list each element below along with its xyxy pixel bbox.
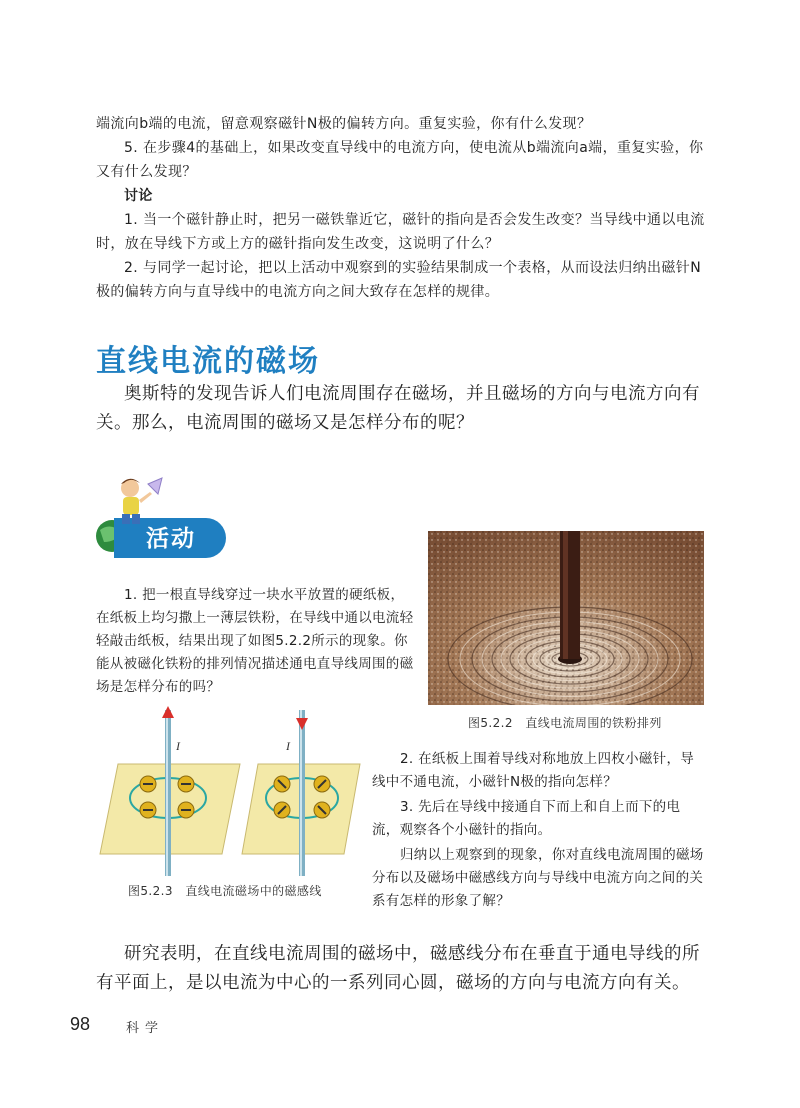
down-arrow-icon <box>296 718 308 730</box>
iron-filings-photo <box>428 531 704 705</box>
conclusion: 研究表明，在直线电流周围的磁场中，磁感线分布在垂直于通电导线的所有平面上，是以电流为中心的一系列同心圆，磁场的方向与电流方向有关。 <box>96 944 700 993</box>
intro-line: 端流向b端的电流，留意观察磁针N极的偏转方向。重复实验，你有什么发现？ <box>96 116 592 132</box>
step-5: 5. 在步骤4的基础上，如果改变直导线中的电流方向，使电流从b端流向a端，重复实验，你又有什么发现？ <box>96 140 704 180</box>
discussion-q2: 2. 与同学一起讨论，把以上活动中观察到的实验结果制成一个表格，从而设法归纳出磁针N极的偏转方向与直导线中的电流方向之间大致存在怎样的规律。 <box>96 260 702 300</box>
figure-5-2-3-caption: 图5.2.3 直线电流磁场中的磁感线 <box>128 884 322 898</box>
current-label-right: I <box>286 739 290 753</box>
activity-step-2: 2. 在纸板上围着导线对称地放上四枚小磁针，导线中不通电流，小磁针N极的指向怎样？ <box>372 751 695 790</box>
current-label-left: I <box>176 739 180 753</box>
activity-summary: 归纳以上观察到的现象，你对直线电流周围的磁场分布以及磁场中磁感线方向与导线中电流方向之间的关系有怎样的形象了解？ <box>372 847 704 909</box>
boy-mascot-icon <box>121 478 162 524</box>
section-intro: 奥斯特的发现告诉人们电流周围存在磁场，并且磁场的方向与电流方向有关。那么，电流周围的磁场又是怎样分布的呢？ <box>96 384 700 433</box>
activity-step-1: 1. 把一根直导线穿过一块水平放置的硬纸板，在纸板上均匀撒上一薄层铁粉，在导线中通以电流轻轻敲击纸板，结果出现了如图5.2.2所示的现象。你能从被磁化铁粉的排列情况描述通电直导线周围的磁场是怎样分布的吗？ <box>96 587 414 695</box>
figure-5-2-2-caption: 图5.2.2 直线电流周围的铁粉排列 <box>468 716 662 730</box>
subject-label: 科学 <box>126 1021 165 1036</box>
section-title: 直线电流的磁场 <box>96 344 320 379</box>
board-right <box>242 710 360 876</box>
activity-label: 活动 <box>146 526 196 552</box>
board-left <box>100 706 240 876</box>
discussion-q1: 1. 当一个磁针静止时，把另一磁铁靠近它，磁针的指向是否会发生改变？当导线中通以电流时，放在导线下方或上方的磁针指向发生改变，这说明了什么？ <box>96 212 705 252</box>
page-number: 98 <box>70 1014 91 1034</box>
up-arrow-icon <box>162 706 174 718</box>
activity-step-3: 3. 先后在导线中接通自下而上和自上而下的电流，观察各个小磁针的指向。 <box>372 799 681 838</box>
field-lines-diagram <box>96 706 364 878</box>
discussion-title: 讨论 <box>124 188 153 204</box>
